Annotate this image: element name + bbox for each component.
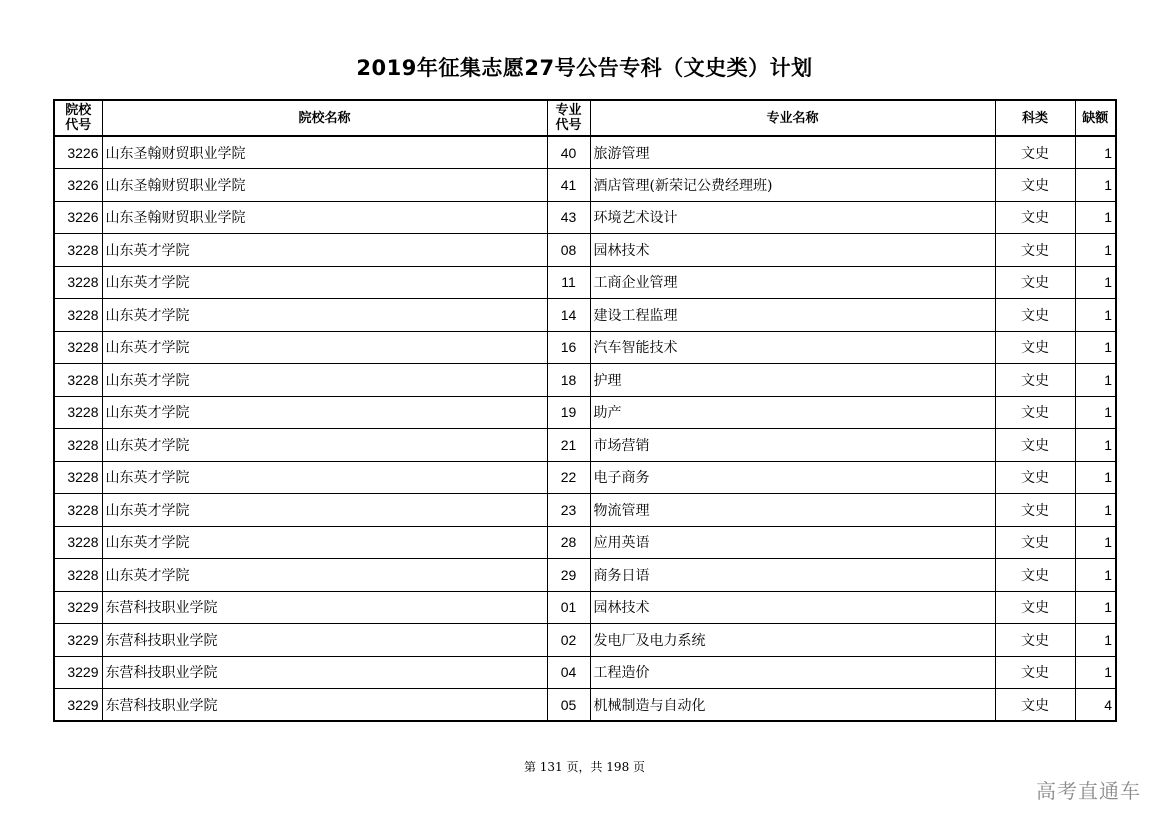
cell-category: 文史 <box>995 169 1075 202</box>
cell-category: 文史 <box>995 299 1075 332</box>
cell-major-code: 21 <box>547 429 590 462</box>
cell-school-name: 东营科技职业学院 <box>102 689 547 722</box>
cell-category: 文史 <box>995 136 1075 169</box>
cell-major-code: 14 <box>547 299 590 332</box>
cell-major-name: 酒店管理(新荣记公费经理班) <box>590 169 995 202</box>
cell-school-name: 山东圣翰财贸职业学院 <box>102 136 547 169</box>
cell-school-code: 3229 <box>54 591 102 624</box>
cell-school-code: 3229 <box>54 689 102 722</box>
cell-quota: 1 <box>1075 656 1116 689</box>
cell-major-name: 电子商务 <box>590 461 995 494</box>
cell-major-code: 19 <box>547 396 590 429</box>
cell-major-name: 旅游管理 <box>590 136 995 169</box>
cell-school-code: 3228 <box>54 234 102 267</box>
table-row <box>54 136 1116 169</box>
cell-school-name: 山东英才学院 <box>102 299 547 332</box>
cell-category: 文史 <box>995 364 1075 397</box>
cell-category: 文史 <box>995 526 1075 559</box>
cell-major-code: 01 <box>547 591 590 624</box>
cell-quota: 1 <box>1075 559 1116 592</box>
cell-school-name: 山东英才学院 <box>102 364 547 397</box>
cell-major-code: 18 <box>547 364 590 397</box>
cell-major-name: 机械制造与自动化 <box>590 689 995 722</box>
table-row <box>54 234 1116 267</box>
cell-school-name: 东营科技职业学院 <box>102 624 547 657</box>
cell-major-name: 园林技术 <box>590 234 995 267</box>
cell-quota: 1 <box>1075 266 1116 299</box>
cell-major-code: 28 <box>547 526 590 559</box>
table-row <box>54 494 1116 527</box>
header-school-name: 院校名称 <box>102 100 547 136</box>
cell-major-code: 11 <box>547 266 590 299</box>
cell-quota: 1 <box>1075 364 1116 397</box>
cell-quota: 4 <box>1075 689 1116 722</box>
table-row <box>54 526 1116 559</box>
cell-category: 文史 <box>995 461 1075 494</box>
table-row <box>54 331 1116 364</box>
cell-major-code: 29 <box>547 559 590 592</box>
cell-category: 文史 <box>995 429 1075 462</box>
cell-major-name: 环境艺术设计 <box>590 201 995 234</box>
cell-major-code: 05 <box>547 689 590 722</box>
cell-school-name: 山东英才学院 <box>102 331 547 364</box>
table-row <box>54 364 1116 397</box>
cell-major-name: 护理 <box>590 364 995 397</box>
cell-school-code: 3226 <box>54 201 102 234</box>
table-row <box>54 169 1116 202</box>
cell-category: 文史 <box>995 494 1075 527</box>
cell-school-code: 3228 <box>54 396 102 429</box>
cell-school-name: 山东英才学院 <box>102 494 547 527</box>
cell-major-name: 助产 <box>590 396 995 429</box>
cell-quota: 1 <box>1075 299 1116 332</box>
table-row <box>54 559 1116 592</box>
cell-category: 文史 <box>995 396 1075 429</box>
cell-category: 文史 <box>995 559 1075 592</box>
cell-major-name: 市场营销 <box>590 429 995 462</box>
cell-school-name: 山东英才学院 <box>102 266 547 299</box>
cell-major-code: 23 <box>547 494 590 527</box>
cell-school-code: 3229 <box>54 656 102 689</box>
cell-quota: 1 <box>1075 494 1116 527</box>
cell-category: 文史 <box>995 266 1075 299</box>
table-body <box>54 136 1116 721</box>
cell-school-name: 东营科技职业学院 <box>102 591 547 624</box>
cell-school-name: 山东英才学院 <box>102 429 547 462</box>
cell-school-code: 3228 <box>54 299 102 332</box>
cell-school-name: 山东英才学院 <box>102 461 547 494</box>
header-quota: 缺额 <box>1075 100 1116 136</box>
cell-major-code: 41 <box>547 169 590 202</box>
cell-major-code: 43 <box>547 201 590 234</box>
cell-school-name: 山东英才学院 <box>102 526 547 559</box>
cell-category: 文史 <box>995 656 1075 689</box>
table-row <box>54 429 1116 462</box>
cell-major-name: 园林技术 <box>590 591 995 624</box>
cell-school-code: 3228 <box>54 494 102 527</box>
cell-school-code: 3228 <box>54 526 102 559</box>
cell-major-name: 商务日语 <box>590 559 995 592</box>
cell-school-name: 山东圣翰财贸职业学院 <box>102 169 547 202</box>
table-row <box>54 396 1116 429</box>
cell-category: 文史 <box>995 331 1075 364</box>
cell-quota: 1 <box>1075 234 1116 267</box>
cell-school-code: 3228 <box>54 266 102 299</box>
cell-school-name: 山东英才学院 <box>102 559 547 592</box>
enrollment-plan-table <box>53 99 1117 722</box>
cell-category: 文史 <box>995 591 1075 624</box>
table-header <box>54 100 1116 136</box>
header-row <box>54 100 1116 136</box>
cell-school-code: 3226 <box>54 136 102 169</box>
cell-quota: 1 <box>1075 169 1116 202</box>
cell-school-code: 3229 <box>54 624 102 657</box>
watermark-logo: 高考直通车 <box>1036 779 1141 803</box>
table-row <box>54 591 1116 624</box>
cell-category: 文史 <box>995 234 1075 267</box>
cell-category: 文史 <box>995 624 1075 657</box>
cell-major-name: 建设工程监理 <box>590 299 995 332</box>
table-row <box>54 266 1116 299</box>
cell-school-code: 3228 <box>54 331 102 364</box>
cell-major-name: 物流管理 <box>590 494 995 527</box>
cell-school-code: 3226 <box>54 169 102 202</box>
cell-major-name: 工程造价 <box>590 656 995 689</box>
cell-quota: 1 <box>1075 331 1116 364</box>
header-major-code: 专业代号 <box>547 100 590 136</box>
cell-major-name: 工商企业管理 <box>590 266 995 299</box>
cell-major-name: 汽车智能技术 <box>590 331 995 364</box>
cell-school-name: 东营科技职业学院 <box>102 656 547 689</box>
table-row <box>54 624 1116 657</box>
table-row <box>54 461 1116 494</box>
cell-category: 文史 <box>995 201 1075 234</box>
cell-quota: 1 <box>1075 461 1116 494</box>
cell-school-code: 3228 <box>54 429 102 462</box>
cell-major-code: 02 <box>547 624 590 657</box>
table-row <box>54 299 1116 332</box>
page-title: 2019年征集志愿27号公告专科（文史类）计划 <box>356 56 813 80</box>
page-number: 第 131 页，共 198 页 <box>523 760 646 774</box>
cell-category: 文史 <box>995 689 1075 722</box>
cell-quota: 1 <box>1075 591 1116 624</box>
cell-major-code: 16 <box>547 331 590 364</box>
cell-school-code: 3228 <box>54 364 102 397</box>
cell-school-code: 3228 <box>54 461 102 494</box>
cell-major-code: 08 <box>547 234 590 267</box>
header-school-code: 院校代号 <box>54 100 102 136</box>
cell-quota: 1 <box>1075 526 1116 559</box>
cell-major-code: 40 <box>547 136 590 169</box>
header-major-name: 专业名称 <box>590 100 995 136</box>
cell-quota: 1 <box>1075 624 1116 657</box>
cell-major-name: 发电厂及电力系统 <box>590 624 995 657</box>
table-row <box>54 689 1116 722</box>
cell-quota: 1 <box>1075 136 1116 169</box>
cell-school-name: 山东英才学院 <box>102 396 547 429</box>
table-row <box>54 656 1116 689</box>
cell-school-name: 山东英才学院 <box>102 234 547 267</box>
cell-quota: 1 <box>1075 429 1116 462</box>
cell-major-code: 22 <box>547 461 590 494</box>
cell-school-code: 3228 <box>54 559 102 592</box>
header-category: 科类 <box>995 100 1075 136</box>
cell-major-name: 应用英语 <box>590 526 995 559</box>
cell-quota: 1 <box>1075 201 1116 234</box>
cell-major-code: 04 <box>547 656 590 689</box>
cell-quota: 1 <box>1075 396 1116 429</box>
table-row <box>54 201 1116 234</box>
cell-school-name: 山东圣翰财贸职业学院 <box>102 201 547 234</box>
